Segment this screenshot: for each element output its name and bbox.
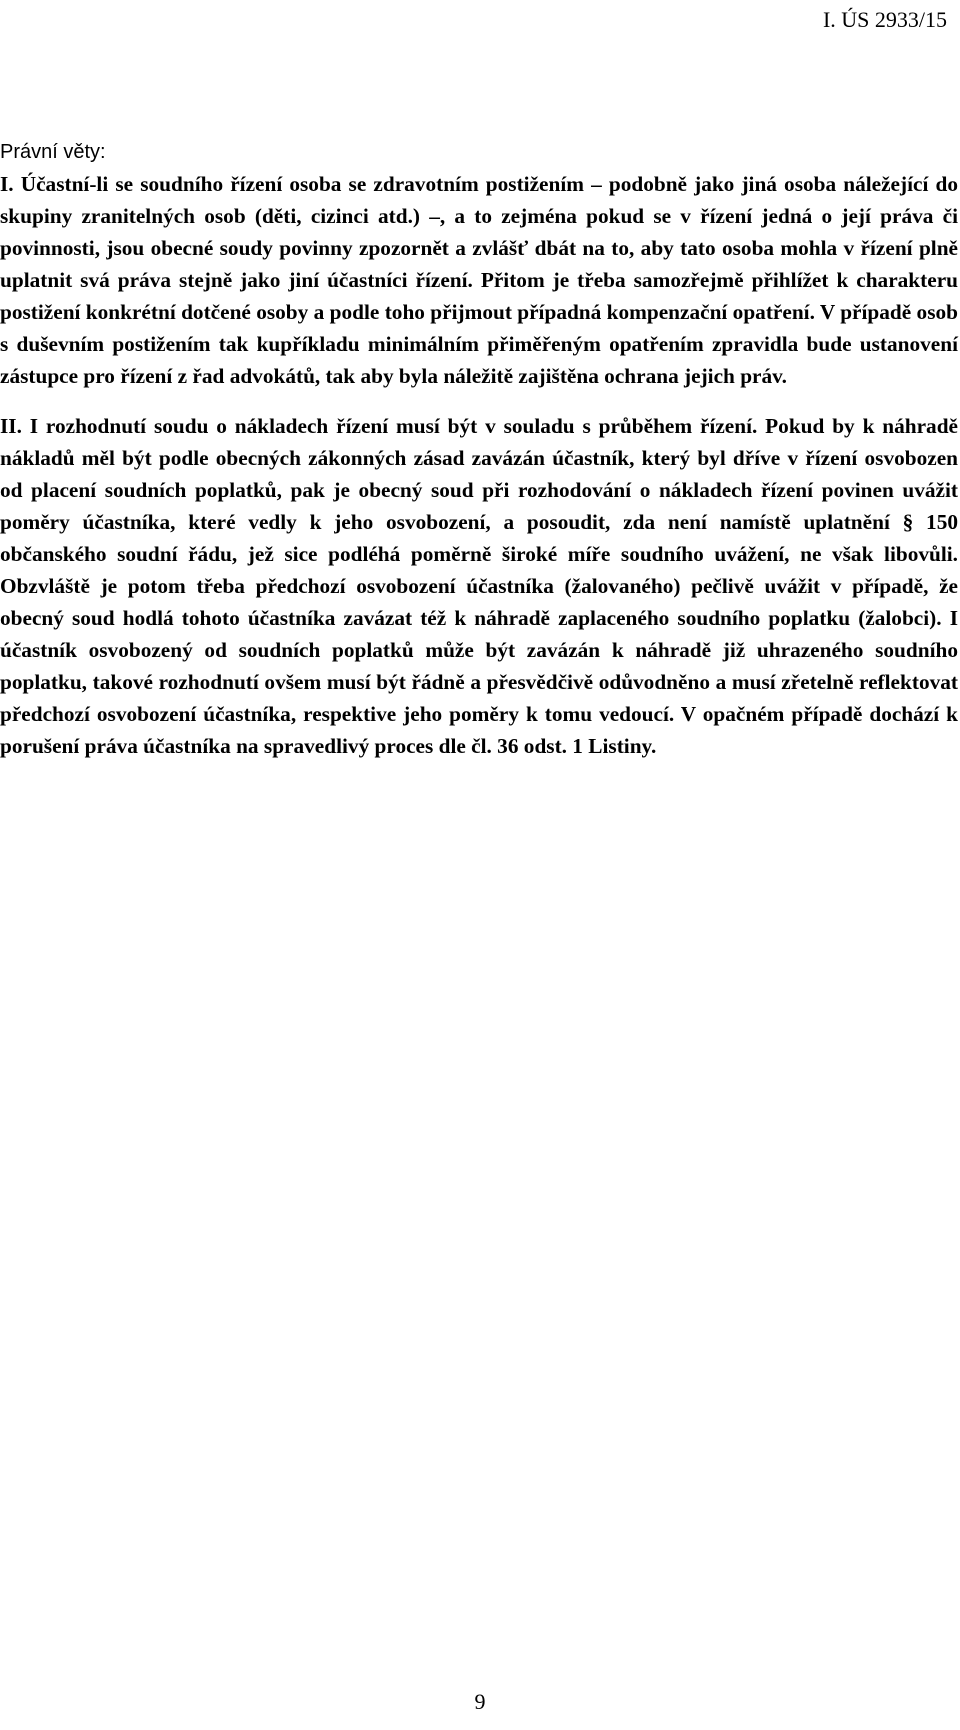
section-heading: Právní věty: bbox=[0, 141, 106, 163]
page-number: 9 bbox=[474, 1689, 486, 1714]
legal-sentence-1: I. Účastní-li se soudního řízení osoba se zdravotním postižením – podobně jako jiná osoba náležející do skupiny zranitelných osob (děti, cizinci atd.) –, a to zejména pokud se v řízení jedná o její práva či povinnosti, jsou obecné soudy povinny zpozornět a zvlášť dbát na to, aby tato osoba mohla v řízení plně uplatnit svá práva stejně jako jiní účastníci řízení. Přitom je třeba samozřejmě přihlížet k charakteru postižení konkrétní dotčené osoby a podle toho přijmout případná kompenzační opatření. V případě osob s duševním postižením tak kupříkladu minimálním přiměřeným opatřením zpravidla bude ustanovení zástupce pro řízení z řad advokátů, tak aby byla náležitě zajištěna ochrana jejich práv. bbox=[0, 172, 958, 388]
legal-sentence-2: II. I rozhodnutí soudu o nákladech řízení musí být v souladu s průběhem řízení. Pokud by k náhradě nákladů měl být podle obecných zákonných zásad zavázán účastník, který byl dříve v řízení osvobozen od placení soudních poplatků, pak je obecný soud při rozhodování o nákladech řízení povinen uvážit poměry účastníka, které vedly k jeho osvobození, a posoudit, zda není namístě uplatnění § 150 občanského soudní řádu, jež sice podléhá poměrně široké míře soudního uvážení, ne však libovůli. Obzvláště je potom třeba předchozí osvobození účastníka (žalovaného) pečlivě uvážit v případě, že obecný soud hodlá tohoto účastníka zavázat též k náhradě zaplaceného soudního poplatku (žalobci). I účastník osvobozený od soudních poplatků může být zavázán k náhradě již uhrazeného soudního poplatku, takové rozhodnutí ovšem musí být řádně a přesvědčivě odůvodněno a musí zřetelně reflektovat předchozí osvobození účastníka, respektive jeho poměry k tomu vedoucí. V opačném případě dochází k porušení práva účastníka na spravedlivý proces dle čl. 36 odst. 1 Listiny. bbox=[0, 414, 958, 758]
document-body bbox=[0, 136, 958, 762]
paragraph-gap bbox=[0, 392, 958, 410]
case-number: I. ÚS 2933/15 bbox=[822, 7, 947, 32]
